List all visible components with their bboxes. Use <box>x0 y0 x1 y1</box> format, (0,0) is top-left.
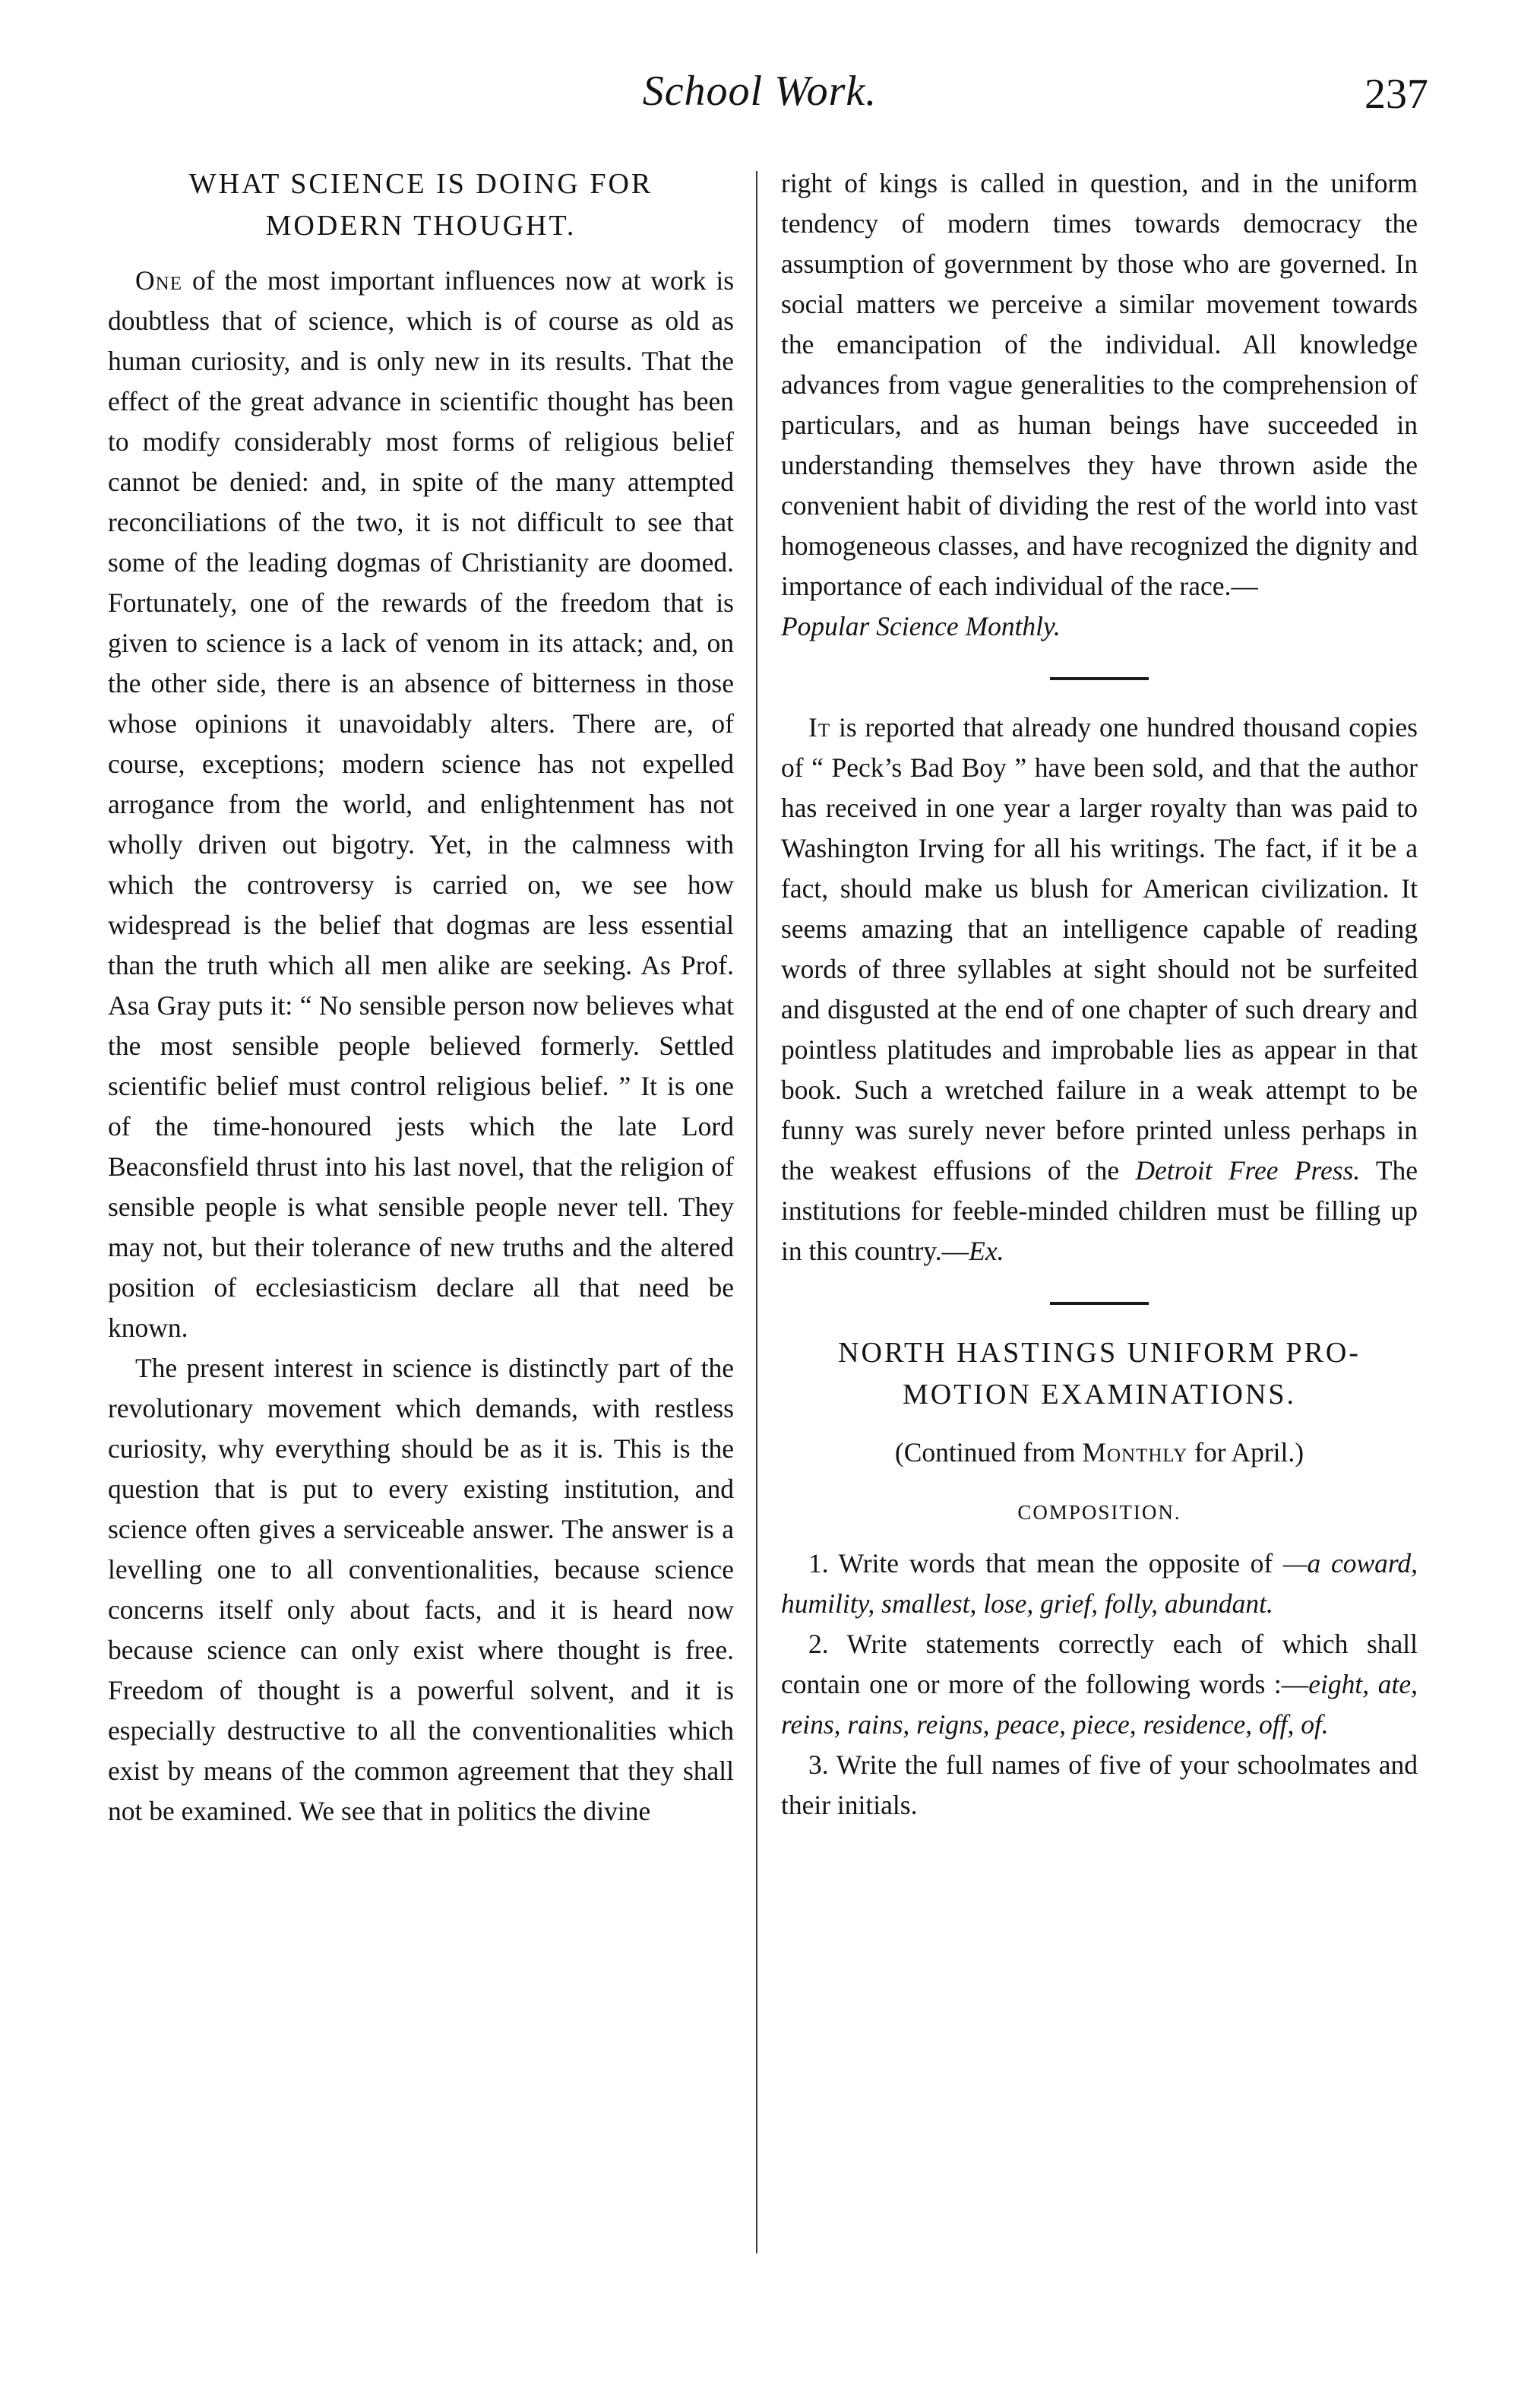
dropcap-one: One <box>135 265 182 296</box>
peck-source: Ex. <box>969 1236 1004 1266</box>
science-continuation-text: right of kings is called in question, and in the uniform tendency of modern times towards democracy the assumption of government by those who are governed. In social matters we perceive a similar movement towards the emancipation of the individual. All knowledge advances from vague generalities to the comprehension of particulars, and as human beings have succeeded in understanding themselves they have thrown aside the convenient habit of dividing the rest of the world into vast homogeneous classes, and have recognized the dignity and importance of each individual of the race.— <box>781 168 1418 601</box>
section-rule-1 <box>1050 677 1149 680</box>
left-column <box>108 163 734 1832</box>
running-title: School Work. <box>642 68 878 115</box>
question-3 <box>781 1745 1418 1825</box>
question-1-words: —a coward, humility, smallest, lose, grief, folly, abundant. <box>781 1548 1418 1619</box>
dropcap-it: It <box>808 712 831 742</box>
science-paragraph-1 <box>108 261 734 1348</box>
right-column <box>781 163 1418 1825</box>
peck-paragraph <box>781 708 1418 1271</box>
article-title-science <box>108 163 734 247</box>
exam-title <box>781 1332 1418 1416</box>
question-2-prefix: 2. Write statements correctly each of which shall contain one or more of the following words :— <box>781 1629 1418 1699</box>
question-1-prefix: 1. Write words that mean the opposite of <box>808 1548 1273 1578</box>
science-paragraph-2 <box>108 1348 734 1832</box>
question-1 <box>781 1544 1418 1624</box>
page-number: 237 <box>1364 71 1428 118</box>
article-title-line-1: WHAT SCIENCE IS DOING FOR <box>188 168 653 200</box>
exam-title-line-2: MOTION EXAMINATIONS. <box>902 1379 1297 1411</box>
question-2 <box>781 1624 1418 1745</box>
article-title-line-2: MODERN THOUGHT. <box>265 210 577 242</box>
composition-label: COMPOSITION. <box>1017 1501 1181 1524</box>
column-divider <box>756 171 757 2253</box>
question-2-words: eight, ate, reins, rains, reigns, peace, piece, residence, off, of. <box>781 1669 1418 1740</box>
continued-note <box>781 1433 1418 1473</box>
peck-text-2: The institutions for feeble-minded children must be filling up in this country.— <box>781 1155 1418 1266</box>
continued-suffix: for April.) <box>1194 1437 1304 1468</box>
section-rule-2 <box>1050 1302 1149 1305</box>
detroit-free-press: Detroit Free Press. <box>1135 1155 1361 1186</box>
science-source: Popular Science Monthly. <box>781 611 1061 641</box>
continued-monthly: Monthly <box>1082 1437 1188 1468</box>
question-3-text: 3. Write the full names of five of your schoolmates and their initials. <box>781 1749 1418 1820</box>
continued-prefix: (Continued from <box>894 1437 1076 1468</box>
science-paragraph-1-text: of the most important influences now at work is doubtless that of science, which is of course as old as human curiosity, and is only new in its results. That the effect of the great advance in scientific thought has been to modify considerably most forms of religious belief cannot be denied: and, in spite of the many attempted reconciliations of the two, it is not difficult to see that some of the leading dogmas of Christianity are doomed. Fortunately, one of the rewards of the freedom that is given to science is a lack of venom in its attack; and, on the other side, there is an absence of bitterness in those whose opinions it unavoidably alters. There are, of course, exceptions; modern science has not expelled arrogance from the world, and enlightenment has not wholly driven out bigotry. Yet, in the calmness with which the controversy is carried on, we see how widespread is the belief that dogmas are less essential than the truth which all men alike are seeking. As Prof. Asa Gray puts it: “ No sensible person now believes what the most sensible people believed formerly. Settled scientific belief must control religious belief. ” It is one of the time-honoured jests which the late Lord Beaconsfield thrust into his last novel, that the religion of sensible people is what sensible people never tell. They may not, but their tolerance of new truths and the altered position of ecclesiasticism declare all that need be known. <box>108 265 735 1343</box>
exam-title-line-1: NORTH HASTINGS UNIFORM PRO- <box>838 1337 1361 1369</box>
science-continuation <box>781 163 1418 647</box>
science-paragraph-2-text: The present interest in science is distinctly part of the revolutionary movement which demands, with restless curiosity, why everything should be as it is. This is the question that is put to every existing institution, and science often gives a serviceable answer. The answer is a levelling one to all conventionalities, because science concerns itself only about facts, and it is heard now because science can only exist where thought is free. Freedom of thought is a powerful solvent, and it is especially destructive to all the conventionalities which exist by means of the common agreement that they shall not be examined. We see that in politics the divine <box>108 1353 734 1826</box>
peck-text-1: is reported that already one hundred thousand copies of “ Peck’s Bad Boy ” have been sold, and that the author has received in one year a larger royalty than was paid to Washington Irving for all his writings. The fact, if it be a fact, should make us blush for American civilization. It seems amazing that an intelligence capable of reading words of three syllables at sight should not be surfeited and disgusted at the end of one chapter of such dreary and pointless platitudes and improbable lies as appear in that book. Such a wretched failure in a weak attempt to be funny was surely never before printed unless perhaps in the weakest effusions of the <box>781 712 1418 1186</box>
